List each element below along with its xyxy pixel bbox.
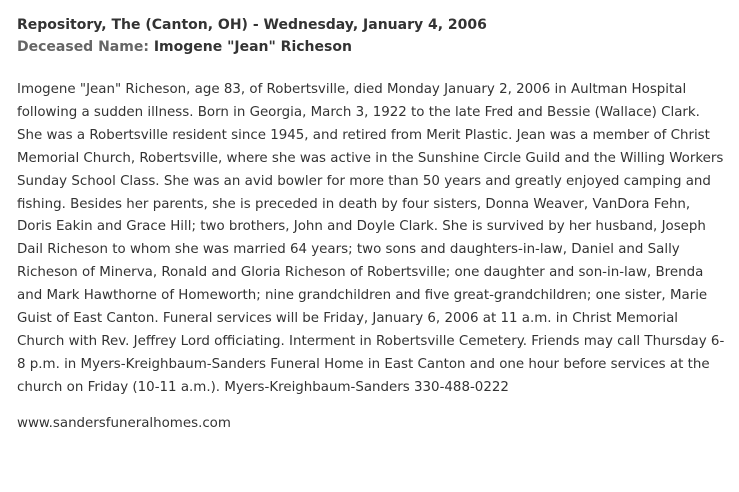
deceased-name: Imogene "Jean" Richeson (153, 39, 352, 55)
newspaper-source: Repository, The (Canton, OH) (17, 17, 248, 33)
obituary-text: Imogene "Jean" Richeson, age 83, of Robertsville, died Monday January 2, 2006 in Aultman Hospital following a sudden illness. Born in Georgia, March 3, 1922 to the late Fred and Bessie (Wallace) Clark. She was a Robertsville resident since 1945, and retired from Merit Plastic. Jean was a member of Christ Memorial Church, Robertsville, where she was active in the Sunshine Circle Guild and the Willing Workers Sunday School Class. She was an avid bowler for more than 50 years and greatly enjoyed camping and fishing. Besides her parents, she is preceded in death by four sisters, Donna Weaver, VanDora Fehn, Doris Eakin and Grace Hill; two brothers, John and Doyle Clark. She is survived by her husband, Joseph Dail Richeson to whom she was married 64 years; two sons and daughters-in-law, Daniel and Sally Richeson of Minerva, Ronald and Gloria Richeson of Robertsville; one daughter and son-in-law, Brenda and Mark Hawthorne of Homeworth; nine grandchildren and five great-grandchildren; one sister, Marie Guist of East Canton. Funeral services will be Friday, January 6, 2006 at 11 a.m. in Christ Memorial Church with Rev. Jeffrey Lord officiating. Interment in Robertsville Cemetery. Friends may call Thursday 6-8 p.m. in Myers-Kreighbaum-Sanders Funeral Home in East Canton and one hour before services at the church on Friday (10-11 a.m.). Myers-Kreighbaum-Sanders 330-488-0222 (17, 82, 725, 395)
source-date-line (17, 14, 722, 36)
deceased-name-label: Deceased Name: (17, 39, 149, 55)
funeral-home-website: www.sandersfuneralhomes.com (17, 415, 231, 431)
publication-date: Wednesday, January 4, 2006 (263, 17, 487, 33)
deceased-name-line (17, 36, 722, 58)
header-separator: - (247, 17, 264, 33)
